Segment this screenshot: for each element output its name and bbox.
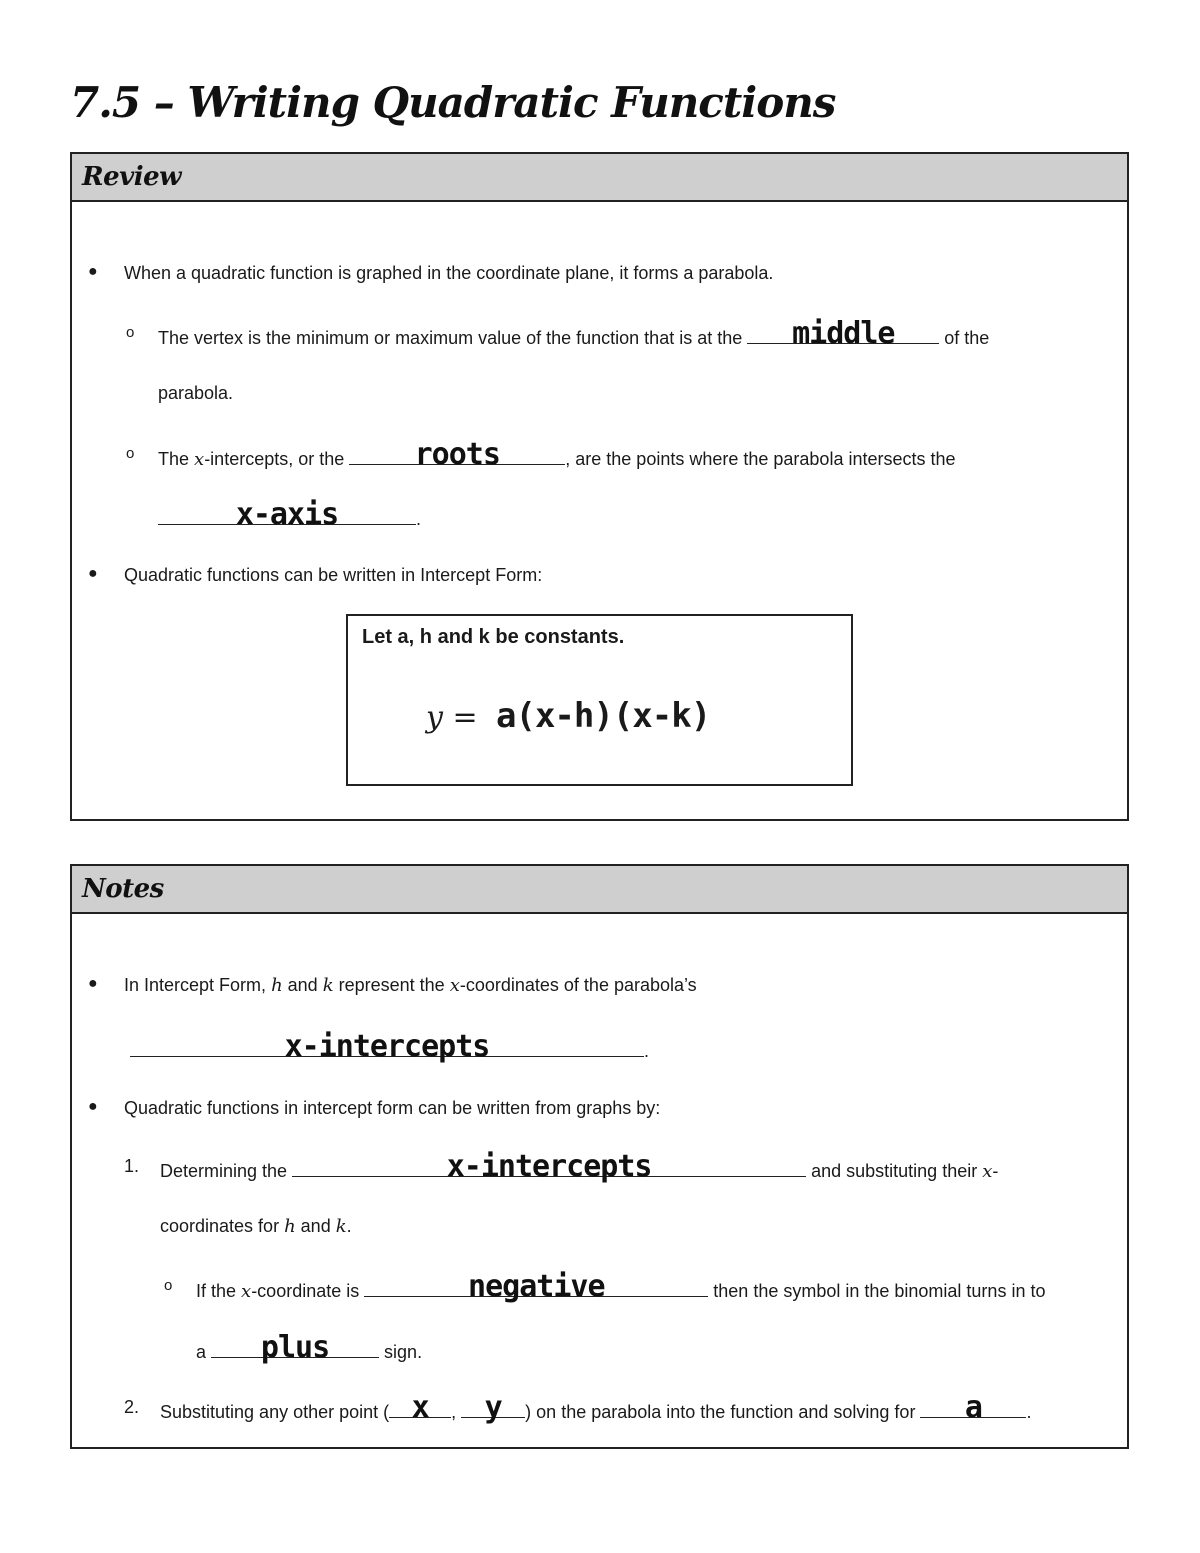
sub-post: then the symbol in the binomial turns in to xyxy=(713,1281,1046,1301)
vertex-line xyxy=(158,316,990,351)
xint-line xyxy=(158,437,956,472)
vertex-post: of the xyxy=(944,328,990,348)
notes-bullet-1 xyxy=(124,973,697,998)
sub-end: sign. xyxy=(384,1342,423,1362)
constants-statement: Let a, h and k be constants. xyxy=(362,626,625,648)
equation-lhs: y = xyxy=(426,700,478,735)
n1-post: -coordinates of the parabola’s xyxy=(459,975,697,995)
s2-text: Substituting any other point ( xyxy=(160,1402,390,1422)
xaxis-blank[interactable] xyxy=(158,497,416,532)
sub-answer-1: negative xyxy=(468,1269,605,1304)
s2-y-answer: y xyxy=(484,1390,502,1425)
s1-dot: . xyxy=(346,1216,352,1236)
step-2-number: 2. xyxy=(124,1397,140,1417)
s2-comma: , xyxy=(451,1402,457,1422)
vertex-blank[interactable] xyxy=(747,316,939,351)
s2-end: . xyxy=(1026,1402,1032,1422)
xaxis-answer: x-axis xyxy=(235,497,339,532)
review-bullet-2: Quadratic functions can be written in Intercept Form: xyxy=(124,565,543,585)
circle-bullet-icon: o xyxy=(164,1277,173,1294)
n1-text: In Intercept Form, xyxy=(124,975,272,995)
period: . xyxy=(644,1041,650,1061)
var-x: x xyxy=(449,975,460,996)
n1-answer-line xyxy=(130,1029,650,1064)
circle-bullet-icon: o xyxy=(126,445,135,462)
notes-heading: Notes xyxy=(72,866,1127,914)
sub-blank-2[interactable] xyxy=(211,1330,379,1365)
circle-bullet-icon: o xyxy=(126,324,135,341)
vertex-text: The vertex is the minimum or maximum value of the function that is at the xyxy=(158,328,743,348)
intercept-form-box xyxy=(346,614,853,786)
bullet-icon: ● xyxy=(88,565,98,582)
s2-y-blank[interactable] xyxy=(461,1390,525,1425)
bullet-icon: ● xyxy=(88,263,98,280)
s2-a-answer: a xyxy=(964,1390,982,1425)
s2-x-blank[interactable] xyxy=(389,1390,451,1425)
review-section xyxy=(70,152,1129,821)
s1-cont: coordinates for xyxy=(160,1216,285,1236)
var-k: k xyxy=(335,1216,347,1237)
xaxis-line xyxy=(158,497,422,532)
s1-text: Determining the xyxy=(160,1161,288,1181)
sub-text-2: -coordinate is xyxy=(251,1281,360,1301)
period: . xyxy=(416,509,422,529)
s1-dash: - xyxy=(992,1161,999,1181)
var-x: x xyxy=(194,449,205,470)
xint-text-2: -intercepts, or the xyxy=(204,449,345,469)
bullet-icon: ● xyxy=(88,1098,98,1115)
var-x: x xyxy=(982,1161,993,1182)
n1-answer: x-intercepts xyxy=(284,1029,490,1064)
roots-answer: roots xyxy=(414,437,500,472)
equation-answer: a(x-h)(x-k) xyxy=(496,696,711,736)
step-2-line xyxy=(160,1390,1032,1425)
s2-x-answer: x xyxy=(411,1390,429,1425)
s1-answer: x-intercepts xyxy=(446,1149,652,1184)
var-h: h xyxy=(271,975,283,996)
xint-text: The xyxy=(158,449,195,469)
sub-answer-2: plus xyxy=(260,1330,330,1365)
sub-continued xyxy=(196,1330,423,1365)
s2-a-blank[interactable] xyxy=(920,1390,1026,1425)
vertex-answer: middle xyxy=(792,316,895,351)
review-bullet-1: When a quadratic function is graphed in the coordinate plane, it forms a parabola. xyxy=(124,263,774,283)
notes-bullet-2: Quadratic functions in intercept form can be written from graphs by: xyxy=(124,1098,661,1118)
n1-and: and xyxy=(282,975,323,995)
sub-text: If the xyxy=(196,1281,242,1301)
step-1-continued xyxy=(160,1214,352,1239)
s1-post: and substituting their xyxy=(811,1161,983,1181)
var-k: k xyxy=(322,975,334,996)
var-h: h xyxy=(284,1216,296,1237)
sub-line xyxy=(196,1269,1046,1304)
s1-and: and xyxy=(295,1216,336,1236)
roots-blank[interactable] xyxy=(349,437,565,472)
notes-section xyxy=(70,864,1129,1449)
n1-blank[interactable] xyxy=(130,1029,644,1064)
page-title: 7.5 – Writing Quadratic Functions xyxy=(70,78,836,127)
xint-post: , are the points where the parabola intersects the xyxy=(565,449,956,469)
step-1-line xyxy=(160,1149,999,1184)
step-1-number: 1. xyxy=(124,1156,140,1176)
vertex-continued: parabola. xyxy=(158,383,234,403)
s2-mid: ) on the parabola into the function and solving for xyxy=(525,1402,916,1422)
s1-blank[interactable] xyxy=(292,1149,806,1184)
var-x: x xyxy=(241,1281,252,1302)
sub-a: a xyxy=(196,1342,207,1362)
n1-mid: represent the xyxy=(333,975,450,995)
sub-blank-1[interactable] xyxy=(364,1269,708,1304)
bullet-icon: ● xyxy=(88,975,98,992)
review-heading: Review xyxy=(72,154,1127,202)
